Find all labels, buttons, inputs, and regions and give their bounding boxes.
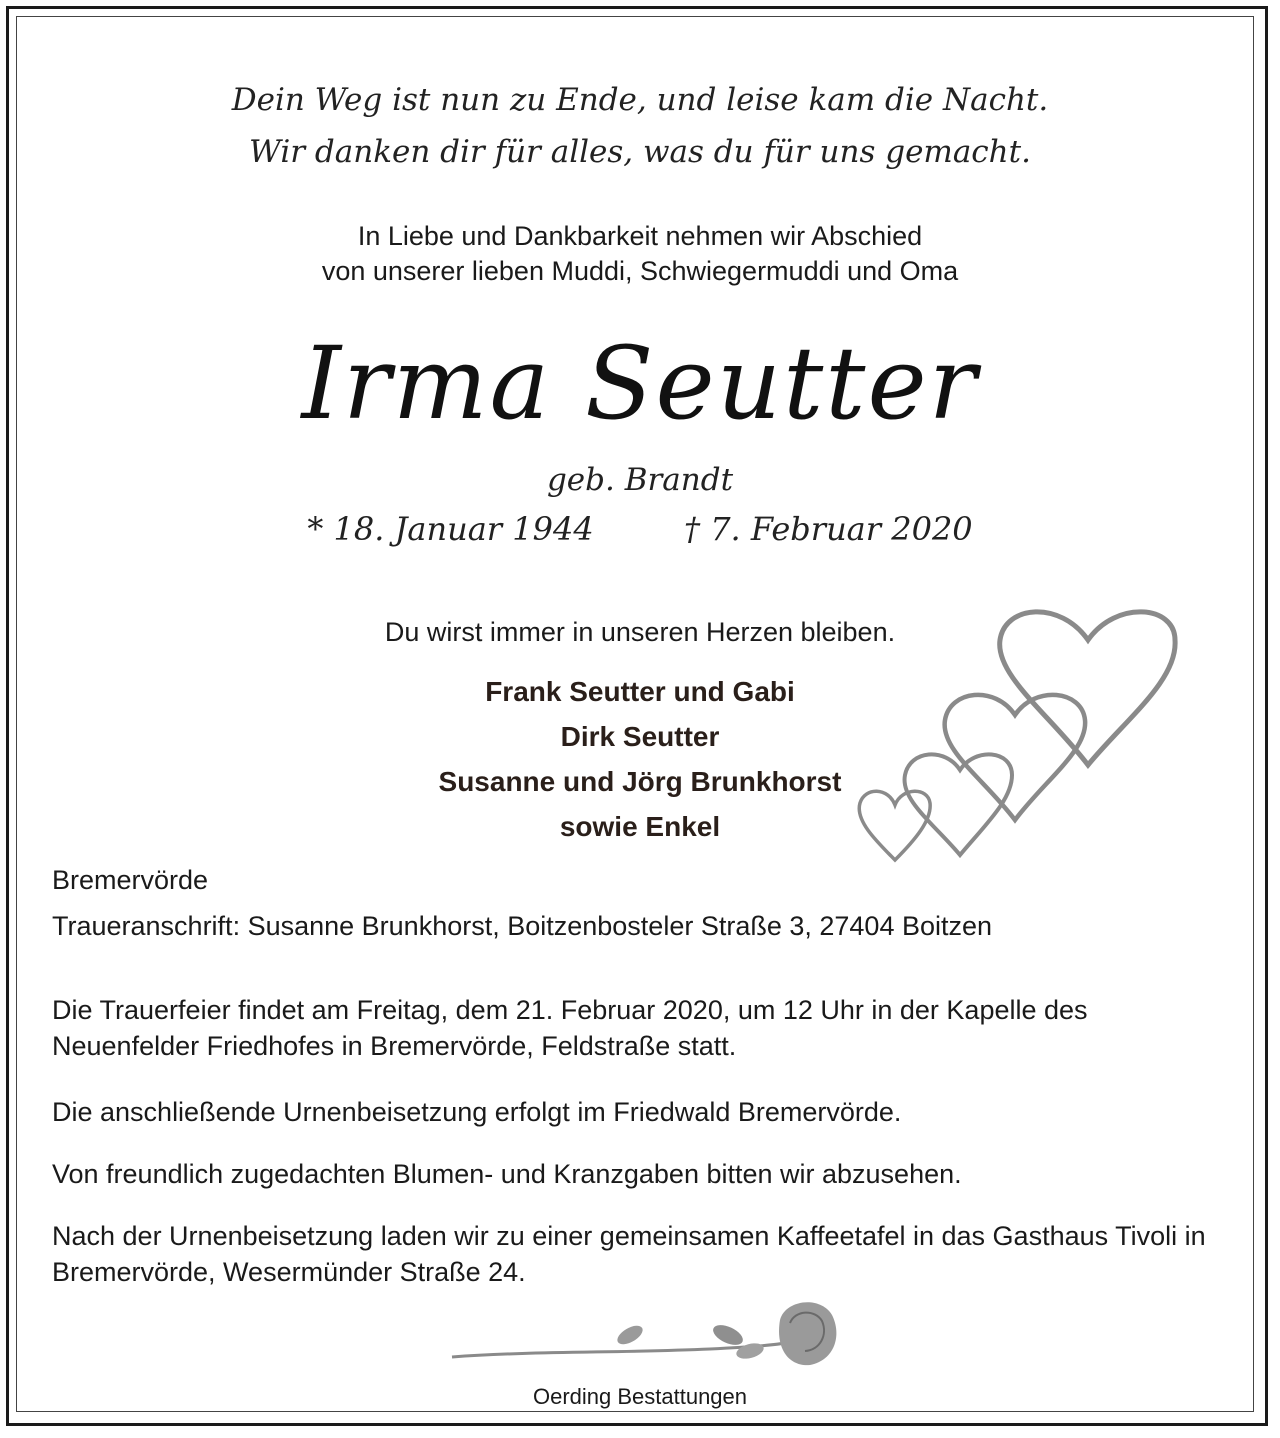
- family-member: Frank Seutter und Gabi: [485, 676, 795, 707]
- deceased-name: Irma Seutter: [301, 325, 979, 442]
- birth-date: * 18. Januar 1944: [307, 510, 594, 548]
- rose-icon: [450, 1295, 850, 1385]
- closing-line: Du wirst immer in unseren Herzen bleiben.: [384, 617, 896, 647]
- location: Bremervörde: [52, 865, 209, 895]
- paragraph-flowers: Von freundlich zugedachten Blumen- und Kranzgaben bitten wir abzusehen.: [52, 1159, 962, 1189]
- intro-line-1: In Liebe und Dankbarkeit nehmen wir Abschied: [357, 221, 923, 251]
- death-date: † 7. Februar 2020: [684, 510, 973, 548]
- paragraph-urn-burial: Die anschließende Urnenbeisetzung erfolgt im Friedwald Bremervörde.: [52, 1097, 902, 1127]
- funeral-home: Oerding Bestattungen: [532, 1384, 748, 1409]
- family-member: sowie Enkel: [559, 811, 721, 842]
- life-dates: [0, 510, 1280, 548]
- mourning-address: Traueranschrift: Susanne Brunkhorst, Boitzenbosteler Straße 3, 27404 Boitzen: [52, 911, 993, 941]
- verse-line-2: Wir danken dir für alles, was du für uns gemacht.: [249, 134, 1031, 170]
- hearts-icon: [850, 595, 1190, 875]
- family-member: Susanne und Jörg Brunkhorst: [438, 766, 842, 797]
- intro-line-2: von unserer lieben Muddi, Schwiegermuddi und Oma: [321, 256, 959, 286]
- maiden-name: geb. Brandt: [546, 462, 734, 498]
- verse-line-1: Dein Weg ist nun zu Ende, und leise kam die Nacht.: [231, 82, 1049, 118]
- paragraph-coffee: Nach der Urnenbeisetzung laden wir zu einer gemeinsamen Kaffeetafel in das Gasthaus Tivoli in Bremervörde, Wesermünder Straße 24.: [52, 1221, 1206, 1287]
- paragraph-funeral: Die Trauerfeier findet am Freitag, dem 21. Februar 2020, um 12 Uhr in der Kapelle des Neuenfelder Friedhofes in Bremervörde, Feldstraße statt.: [52, 995, 1088, 1061]
- family-member: Dirk Seutter: [560, 721, 720, 752]
